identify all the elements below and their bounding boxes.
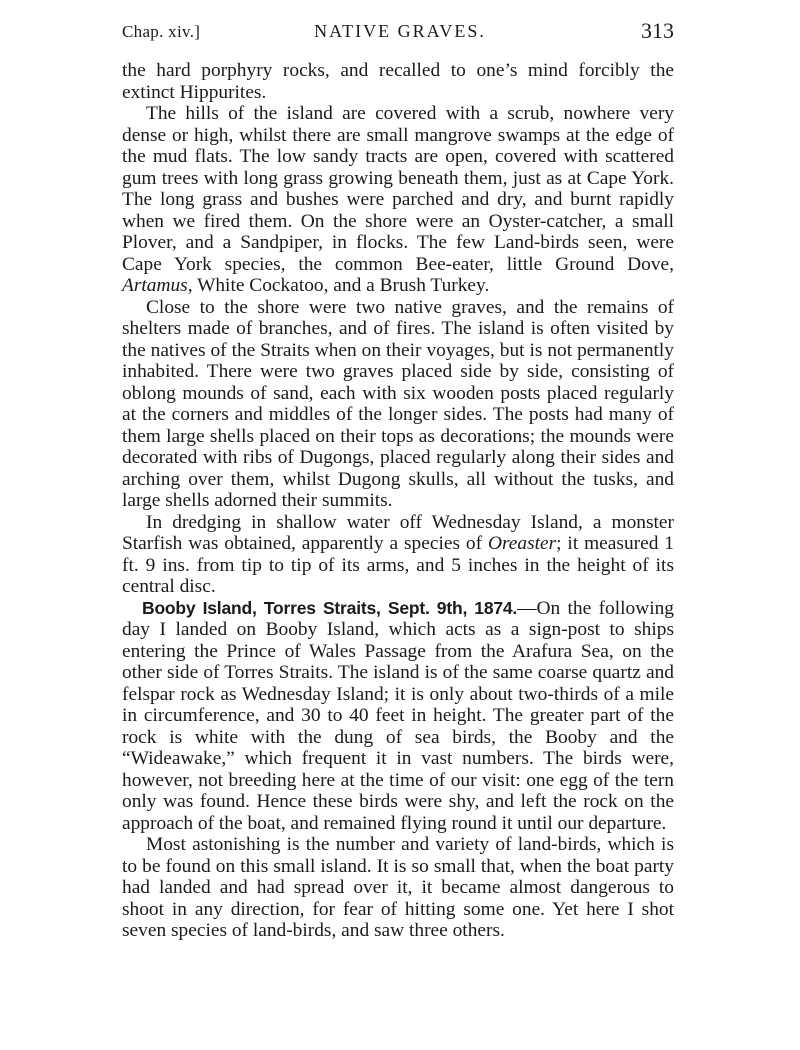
paragraph-text: —On the following day I landed on Booby Island, which acts as a sign-post to ships entering the Prince of Wales Passage from the Arafura Sea, on the other side of Torres Straits. The island is of the same coarse quartz and felspar rock as Wednesday Island; it is only about two-thirds of a mile in circumference, and 30 to 40 feet in height. The greater part of the rock is white with the dung of sea birds, the Booby and the “Wideawake,” which frequent it in vast numbers. The birds were, however, not breeding here at the time of our visit: one egg of the tern only was found. Hence these birds were shy, and left the rock on the approach of the boat, and remained flying round it until our departure. (122, 597, 674, 834)
paragraph-text: Most astonishing is the number and variety of land-birds, which is to be found on this small island. It is so small that, when the boat party had landed and had spread over it, it became almost dangerous to shoot in any direction, for fear of hitting some one. Yet here I shot seven species of land-birds, and saw three others. (122, 834, 674, 941)
paragraph-land-birds (122, 834, 674, 942)
paragraph-continuation (122, 60, 674, 103)
chapter-label: Chap. xiv.] (122, 22, 201, 41)
paragraph-native-graves (122, 297, 674, 512)
paragraph-text-after: , White Cockatoo, and a Brush Turkey. (187, 275, 490, 296)
italic-species-name: Artamus (122, 275, 188, 296)
paragraph-text-after: ; it measured 1 ft. 9 ins. from tip to tip of its arms, and 5 inches in the height of its central disc. (122, 533, 674, 597)
paragraph-dredging (122, 512, 674, 598)
paragraph-text: The hills of the island are covered with a scrub, nowhere very dense or high, whilst there are small mangrove swamps at the edge of the mud flats. The low sandy tracts are open, covered with scattered gum trees with long grass growing beneath them, just as at Cape York. The long grass and bushes were parched and dry, and burnt rapidly when we fired them. On the shore were an Oyster-catcher, a small Plover, and a Sandpiper, in flocks. The few Land-birds seen, were Cape York species, the common Bee-eater, little Ground Dove, (122, 103, 674, 275)
page-title: NATIVE GRAVES. (314, 21, 486, 41)
paragraph-text: the hard porphyry rocks, and recalled to one’s mind forcibly the extinct Hippurites. (122, 60, 674, 103)
paragraph-text: In dredging in shallow water off Wednesday Island, a monster Starfish was obtained, apparently a species of (122, 511, 674, 554)
body-text (122, 60, 674, 942)
italic-genus-name: Oreaster (487, 533, 557, 554)
section-heading: Booby Island, Torres Straits, Sept. 9th, 1874. (142, 597, 518, 618)
paragraph-text: Close to the shore were two native graves, and the remains of shelters made of branches, and of fires. The island is often visited by the natives of the Straits when on their voyages, but is not permanently inhabited. There were two graves placed side by side, consisting of oblong mounds of sand, each with six wooden posts placed regularly at the corners and middles of the longer sides. The posts had many of them large shells placed on their tops as decorations; the mounds were decorated with ribs of Dugongs, placed regularly along their sides and arching over them, whilst Dugong skulls, all without the tusks, and large shells adorned their summits. (122, 296, 674, 511)
paragraph-vegetation (122, 103, 674, 297)
running-head (122, 18, 678, 46)
paragraph-booby-island (122, 598, 674, 835)
page-number: 313 (641, 18, 674, 43)
